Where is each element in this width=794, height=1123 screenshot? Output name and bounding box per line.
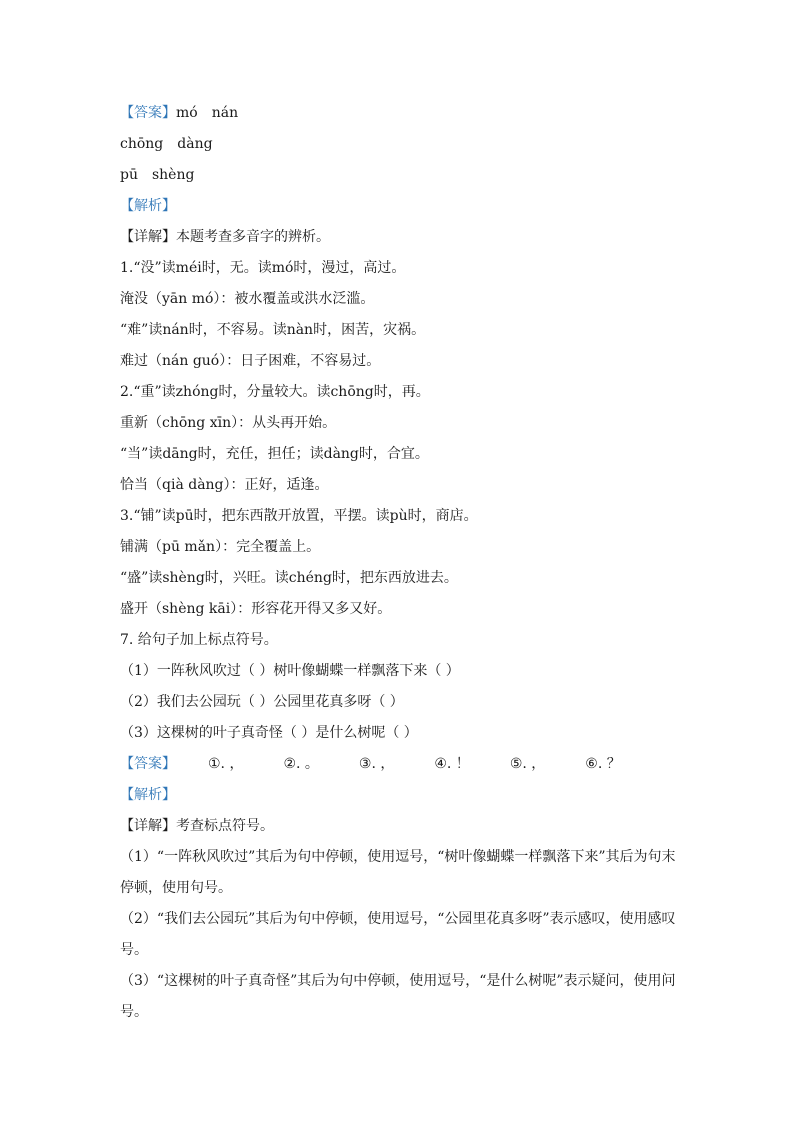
detail-tag: 【详解】 (120, 818, 176, 834)
detail-intro (120, 222, 680, 253)
question-item: （2）我们去公园玩（ ）公园里花真多呀（ ） (120, 694, 404, 710)
question-title: 7. 给句子加上标点符号。 (120, 632, 278, 648)
detail-intro (120, 811, 680, 842)
answer-item: ⑥. ？ (585, 756, 621, 772)
explanation-line: “当”读dāng时，充任，担任；读dàng时，合宜。 (120, 446, 429, 462)
explanation-line: 恰当（qià dàng）：正好，适逢。 (120, 477, 329, 493)
answer-row-1 (120, 98, 680, 129)
explanation-line: 难过（nán guó）：日子困难，不容易过。 (120, 353, 381, 369)
explanation-line: “盛”读shèng时，兴旺。读chéng时，把东西放进去。 (120, 570, 458, 586)
explanation-paragraph: （2）“我们去公园玩”其后为句中停顿，使用逗号，“公园里花真多呀”表示感叹，使用感叹号。 (120, 911, 676, 958)
analysis-heading (120, 191, 680, 222)
question-item: （1）一阵秋风吹过（ ）树叶像蝴蝶一样飘落下来（ ） (120, 663, 460, 679)
explanation-line: 3.“铺”读pū时，把东西散开放置，平摆。读pù时，商店。 (120, 508, 478, 524)
detail-tag: 【详解】 (120, 229, 176, 245)
analysis-tag: 【解析】 (120, 787, 176, 803)
answer-pinyin: chōng (120, 136, 164, 152)
explanation-line: 1.“没”读méi时，无。读mó时，漫过，高过。 (120, 260, 406, 276)
answer-row (120, 749, 680, 780)
detail-intro-text: 考查标点符号。 (176, 818, 274, 834)
explanation-line: 2.“重”读zhóng时，分量较大。读chōng时，再。 (120, 384, 430, 400)
explanation-paragraph: （3）“这棵树的叶子真奇怪”其后为句中停顿，使用逗号，“是什么树呢”表示疑问，使用问号。 (120, 973, 676, 1020)
explanation-line: 淹没（yān mó）：被水覆盖或洪水泛滥。 (120, 291, 375, 307)
answer-item: ③. ， (358, 756, 395, 772)
explanation-line: “难”读nán时，不容易。读nàn时，困苦，灾祸。 (120, 322, 426, 338)
explanation-line: 重新（chōng xīn）：从头再开始。 (120, 415, 337, 431)
detail-intro-text: 本题考查多音字的辨析。 (176, 229, 330, 245)
answer-pinyin: mó (176, 105, 198, 121)
answer-tag: 【答案】 (120, 105, 176, 121)
answer-tag: 【答案】 (120, 756, 176, 772)
answer-pinyin: pū (120, 167, 138, 183)
explanation-paragraph: （1）“一阵秋风吹过”其后为句中停顿，使用逗号，“树叶像蝴蝶一样飘落下来”其后为句末停顿，使用句号。 (120, 849, 676, 896)
explanation-line: 铺满（pū mǎn）：完全覆盖上。 (120, 539, 321, 555)
answer-pinyin: nán (211, 105, 239, 121)
analysis-heading (120, 780, 680, 811)
answer-row-2 (120, 129, 680, 160)
analysis-tag: 【解析】 (120, 198, 176, 214)
answer-pinyin: shèng (151, 167, 195, 183)
answer-item: ①. ， (208, 756, 244, 772)
question-item: （3）这棵树的叶子真奇怪（ ）是什么树呢（ ） (120, 725, 418, 741)
answer-item: ②. 。 (283, 756, 319, 772)
answer-item: ④. ！ (434, 756, 470, 772)
document-page (120, 98, 680, 1028)
answer-item: ⑤. ， (509, 756, 546, 772)
explanation-line: 盛开（shèng kāi）：形容花开得又多又好。 (120, 601, 392, 617)
answer-pinyin: dàng (177, 136, 213, 152)
answer-row-3 (120, 160, 680, 191)
